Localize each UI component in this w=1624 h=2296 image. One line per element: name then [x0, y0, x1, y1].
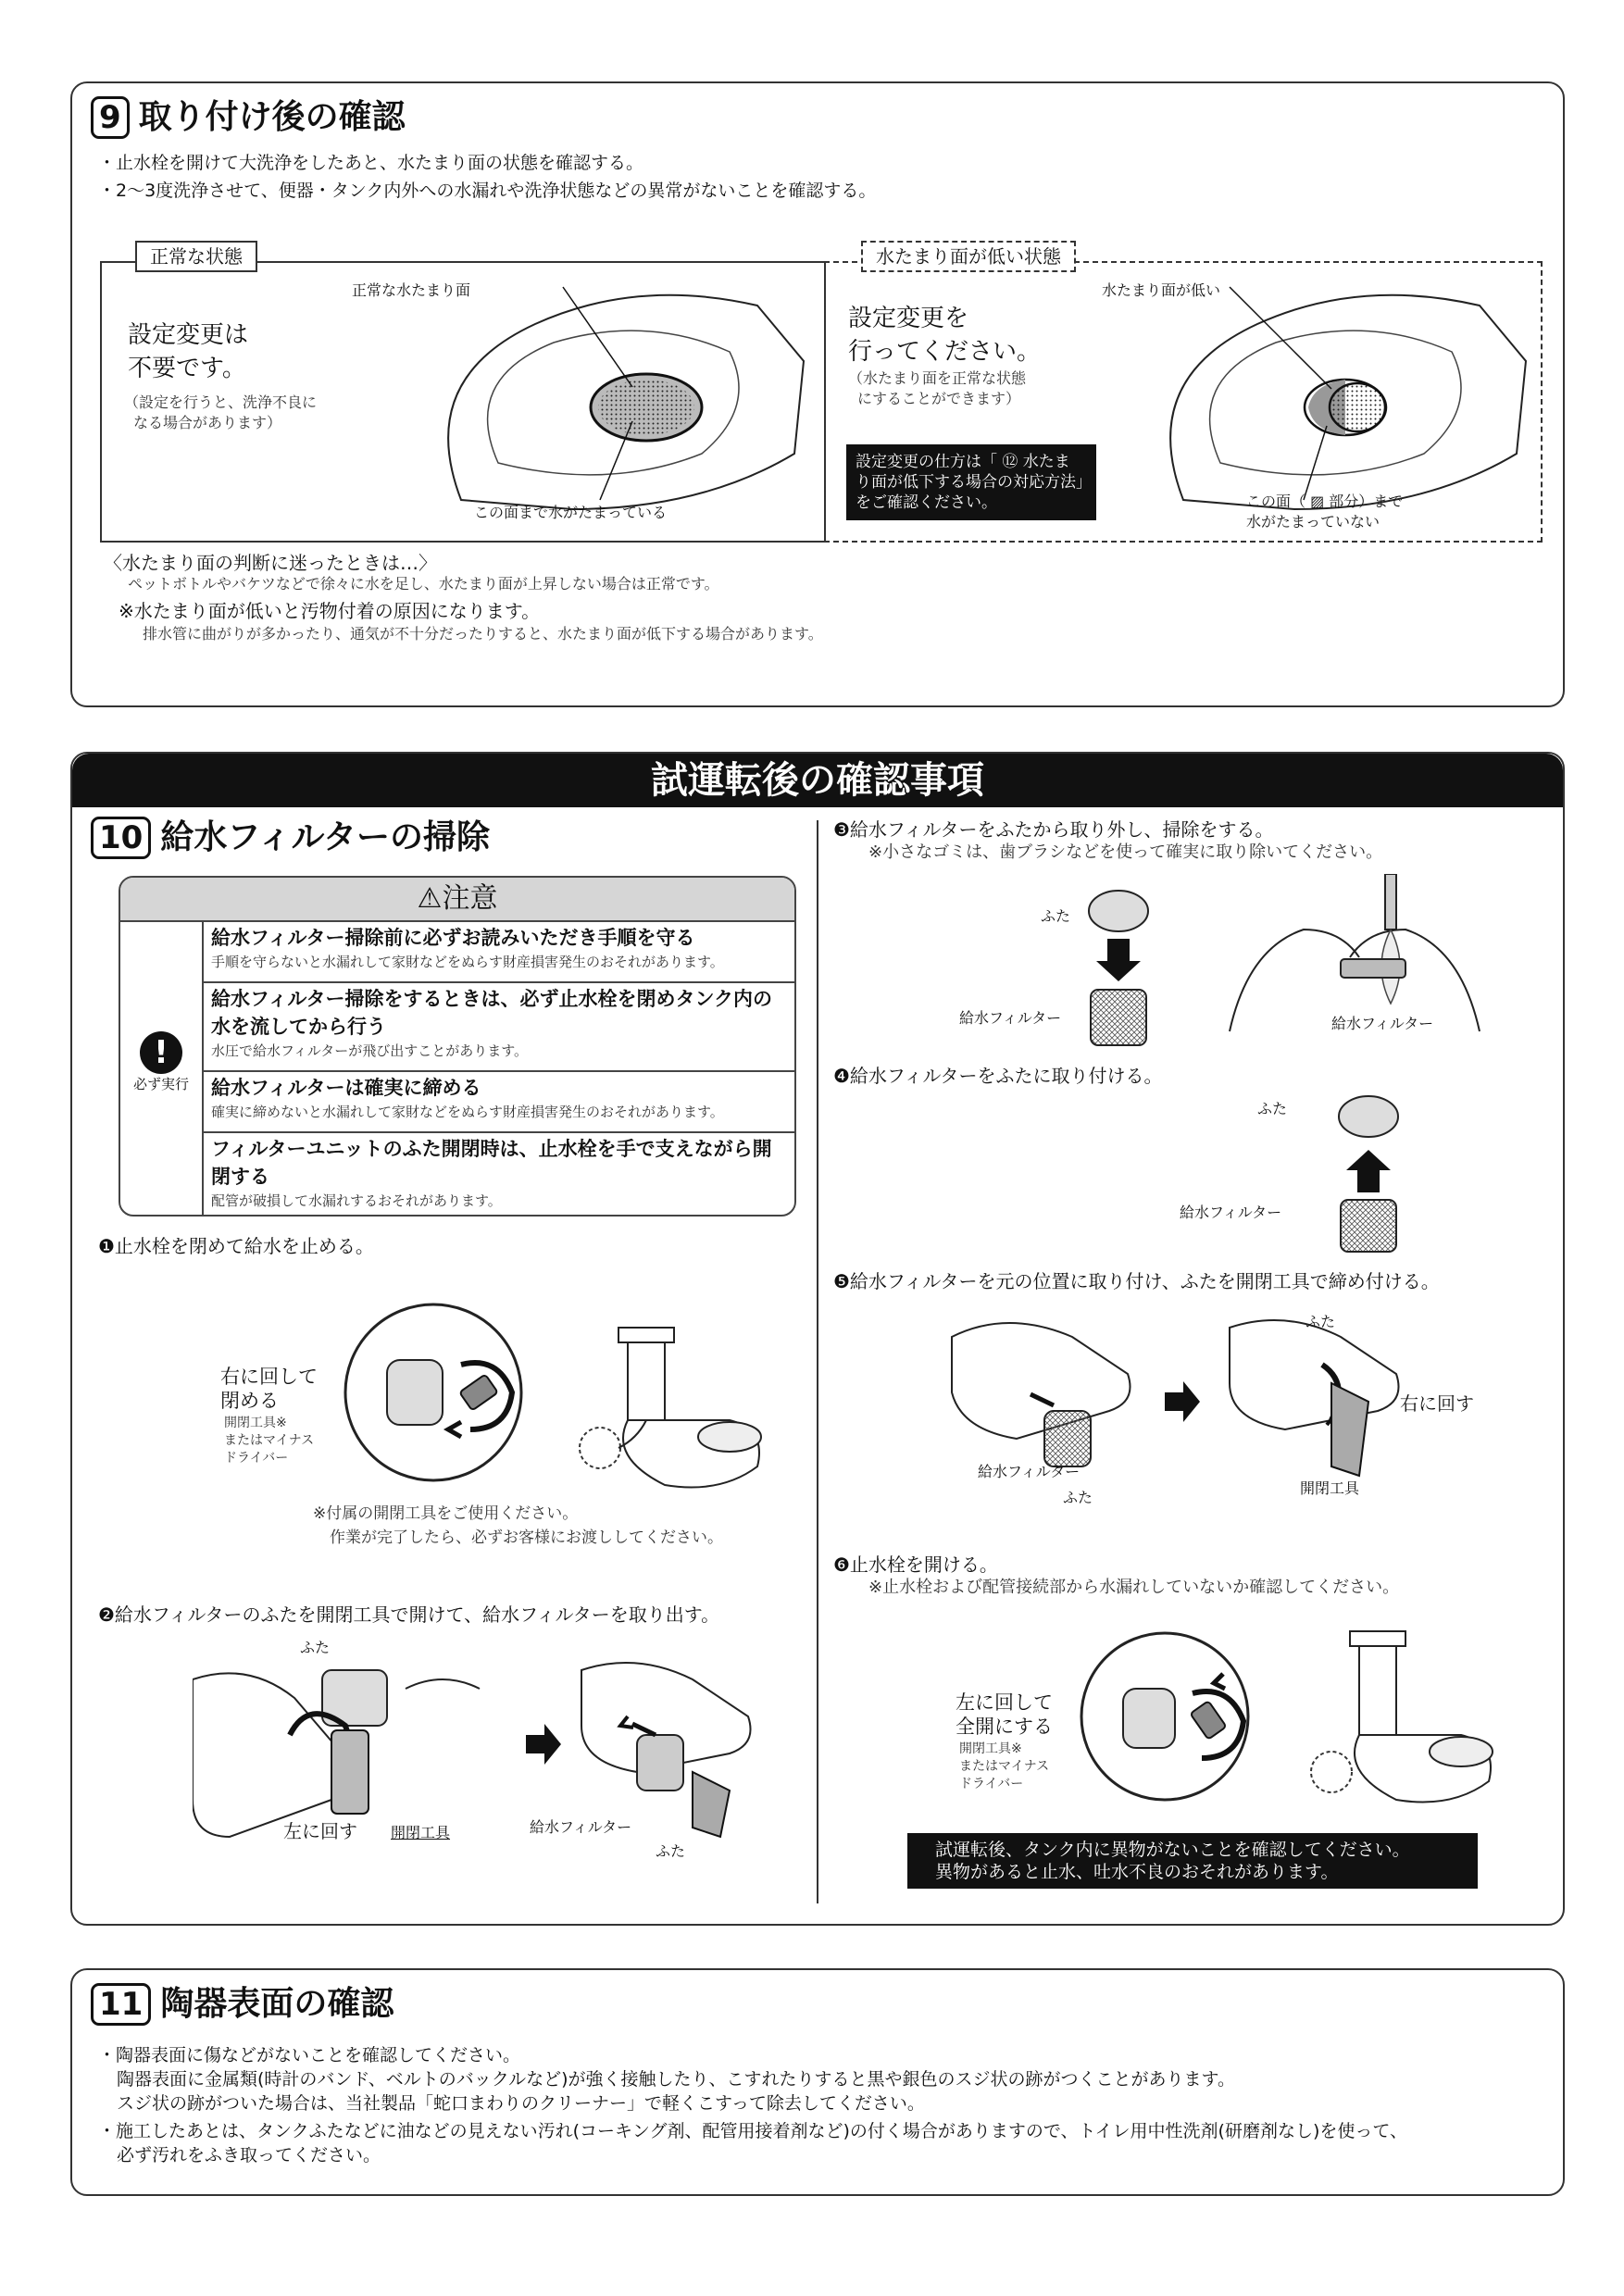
section-9-heading — [91, 96, 406, 139]
section-number: 9 — [91, 96, 130, 139]
section-number: 11 — [91, 1983, 151, 2026]
lid-label: ふた — [1041, 907, 1071, 925]
bullet: ・止水栓を開けて大洗浄をしたあと、水たまり面の状態を確認する。 — [98, 153, 644, 173]
low-heading: 設定変更を — [848, 305, 969, 332]
turn-left-label: 左に回す — [283, 1820, 357, 1842]
normal-heading: 設定変更は — [128, 321, 249, 349]
caution-item: 給水フィルターは確実に締める 確実に締めないと水漏れして家財などをぬらす財産損害発生のおそれがあります。 — [204, 1072, 794, 1133]
section-11-heading — [91, 1983, 394, 2026]
bullet: ・2～3度洗浄させて、便器・タンク内外への水漏れや洗浄状態などの異常がないことを確認する。 — [98, 181, 877, 201]
low-label-bottom: この面（ ▨ 部分）まで — [1246, 493, 1404, 510]
judge-title: 〈水たまり面の判断に迷ったときは…〉 — [104, 552, 437, 574]
step1-note: 作業が完了したら、必ずお客様にお渡ししてください。 — [330, 1529, 723, 1547]
filter-label: 給水フィルター — [1331, 1015, 1434, 1032]
warn-text: 排水管に曲がりが多かったり、通気が不十分だったりすると、水たまり面が低下する場合があります。 — [143, 625, 823, 643]
ceramic-line: 陶器表面に金属類(時計のバンド、ベルトのバックルなど)が強く接触したり、こすれたりすると黒や銀色のスジ状の跡がつくことがあります。 — [117, 2069, 1236, 2090]
ceramic-line: ・陶器表面に傷などがないことを確認してください。 — [98, 2045, 521, 2065]
caution-item: 給水フィルター掃除をするときは、必ず止水栓を閉めタンク内の水を流してから行う 水圧で給水フィルターが飛び出すことがあります。 — [204, 983, 794, 1072]
section-10-panel — [70, 752, 1565, 1926]
caution-list — [204, 922, 794, 1217]
filter-remove-illustration — [193, 1633, 785, 1846]
exclamation-icon: ! — [140, 1031, 182, 1074]
normal-label-bottom: この面まで水がたまっている — [474, 504, 668, 521]
low-setting-note: 設定変更の仕方は「 ⑫ 水たま り面が低下する場合の対応方法」 をご確認ください。 — [846, 444, 1096, 520]
caution-item: 給水フィルター掃除前に必ずお読みいただき手順を守る 手順を守らないと水漏れして家財などをぬらす財産損害発生のおそれがあります。 — [204, 922, 794, 983]
low-state-tag: 水たまり面が低い状態 — [861, 241, 1076, 272]
filter-clean-illustration — [998, 874, 1544, 1068]
filter-label: 給水フィルター — [530, 1818, 632, 1836]
lid-label: ふた — [1063, 1489, 1093, 1506]
valve-open-illustration — [1054, 1605, 1517, 1818]
lid-label: ふた — [1257, 1100, 1288, 1117]
section-number: 10 — [91, 817, 151, 859]
lid-label: ふた — [1305, 1313, 1336, 1330]
normal-heading: 不要です。 — [128, 355, 246, 382]
section-9-panel — [70, 81, 1565, 707]
must-do-column — [120, 922, 204, 1215]
normal-label-top: 正常な水たまり面 — [352, 281, 471, 299]
low-heading: 行ってください。 — [848, 338, 1042, 366]
warning-triangle-icon: ⚠ — [417, 882, 443, 915]
filter-label: 給水フィルター — [1180, 1204, 1282, 1221]
step-1: ❶止水栓を閉めて給水を止める。 — [98, 1235, 374, 1257]
must-do-label: 必ず実行 — [132, 1076, 189, 1092]
tool-label: 開閉工具 — [391, 1824, 451, 1841]
toilet-bowl-low-illustration — [1146, 268, 1535, 528]
filter-label: 給水フィルター — [959, 1009, 1062, 1027]
tool-label: 開閉工具※ またはマイナス ドライバー — [224, 1416, 315, 1466]
section-title: 陶器表面の確認 — [160, 1985, 394, 2023]
caution-item: フィルターユニットのふた開閉時は、止水栓を手で支えながら開閉する 配管が破損して水漏れするおそれがあります。 — [211, 1138, 772, 1209]
low-note: （水たまり面を正常な状態 — [848, 369, 1027, 387]
low-note: にすることができます） — [857, 390, 1021, 407]
step6-label: 左に回して 全開にする — [956, 1691, 1053, 1738]
lid-label: ふた — [656, 1842, 686, 1860]
caution-box — [119, 876, 796, 1217]
section-10-heading — [91, 817, 490, 859]
ceramic-line: スジ状の跡がついた場合は、当社製品「蛇口まわりのクリーナー」で軽くこすって除去してください。 — [117, 2093, 925, 2114]
step-4: ❹給水フィルターをふたに取り付ける。 — [833, 1065, 1163, 1087]
step-6: ❻止水栓を開ける。 — [833, 1554, 998, 1576]
section-title: 取り付け後の確認 — [138, 98, 406, 136]
normal-note: なる場合があります） — [133, 414, 282, 431]
step6-note: ※止水栓および配管接続部から水漏れしていないか確認してください。 — [868, 1578, 1400, 1597]
ceramic-line: ・施工したあとは、タンクふたなどに油などの見えない汚れ(コーキング剤、配管用接着剤など)の付く場合がありますので、トイレ用中性洗剤(研磨剤なし)を使って、 — [98, 2121, 1407, 2141]
valve-close-illustration — [322, 1272, 785, 1504]
step-3: ❸給水フィルターをふたから取り外し、掃除をする。 — [833, 818, 1274, 841]
final-notice: 試運転後、タンク内に異物がないことを確認してください。 異物があると止水、吐水不良のおそれがあります。 — [907, 1833, 1478, 1889]
filter-label: 給水フィルター — [978, 1463, 1081, 1480]
section-bar-title: 試運転後の確認事項 — [72, 754, 1563, 807]
step-2: ❷給水フィルターのふたを開閉工具で開けて、給水フィルターを取り出す。 — [98, 1603, 720, 1626]
tool-label: 開閉工具※ またはマイナス ドライバー — [959, 1741, 1050, 1791]
warn-title: ※水たまり面が低いと汚物付着の原因になります。 — [119, 600, 541, 622]
step3-note: ※小さなゴミは、歯ブラシなどを使って確実に取り除いてください。 — [868, 842, 1383, 862]
low-label-bottom: 水がたまっていない — [1246, 513, 1380, 530]
toilet-bowl-normal-illustration — [424, 268, 813, 528]
tool-label: 開閉工具 — [1300, 1479, 1360, 1497]
ceramic-line: 必ず汚れをふき取ってください。 — [117, 2145, 381, 2165]
turn-right-label: 右に回す — [1400, 1392, 1474, 1415]
normal-state-tag: 正常な状態 — [135, 241, 257, 272]
filter-attach-illustration — [1313, 1091, 1424, 1257]
step1-note: ※付属の開閉工具をご使用ください。 — [313, 1504, 579, 1523]
section-11-panel — [70, 1968, 1565, 2196]
section-title: 給水フィルターの掃除 — [160, 818, 491, 856]
normal-note: （設定を行うと、洗浄不良に — [124, 393, 318, 411]
step-5: ❺給水フィルターを元の位置に取り付け、ふたを開閉工具で締め付ける。 — [833, 1270, 1440, 1292]
lid-label: ふた — [300, 1639, 331, 1656]
step1-label: 右に回して 閉める — [220, 1366, 318, 1412]
low-label-top: 水たまり面が低い — [1102, 281, 1221, 299]
divider-line — [817, 820, 818, 1903]
caution-header: ⚠注意 — [120, 878, 794, 922]
judge-text: ペットボトルやバケツなどで徐々に水を足し、水たまり面が上昇しない場合は正常です。 — [128, 575, 719, 593]
